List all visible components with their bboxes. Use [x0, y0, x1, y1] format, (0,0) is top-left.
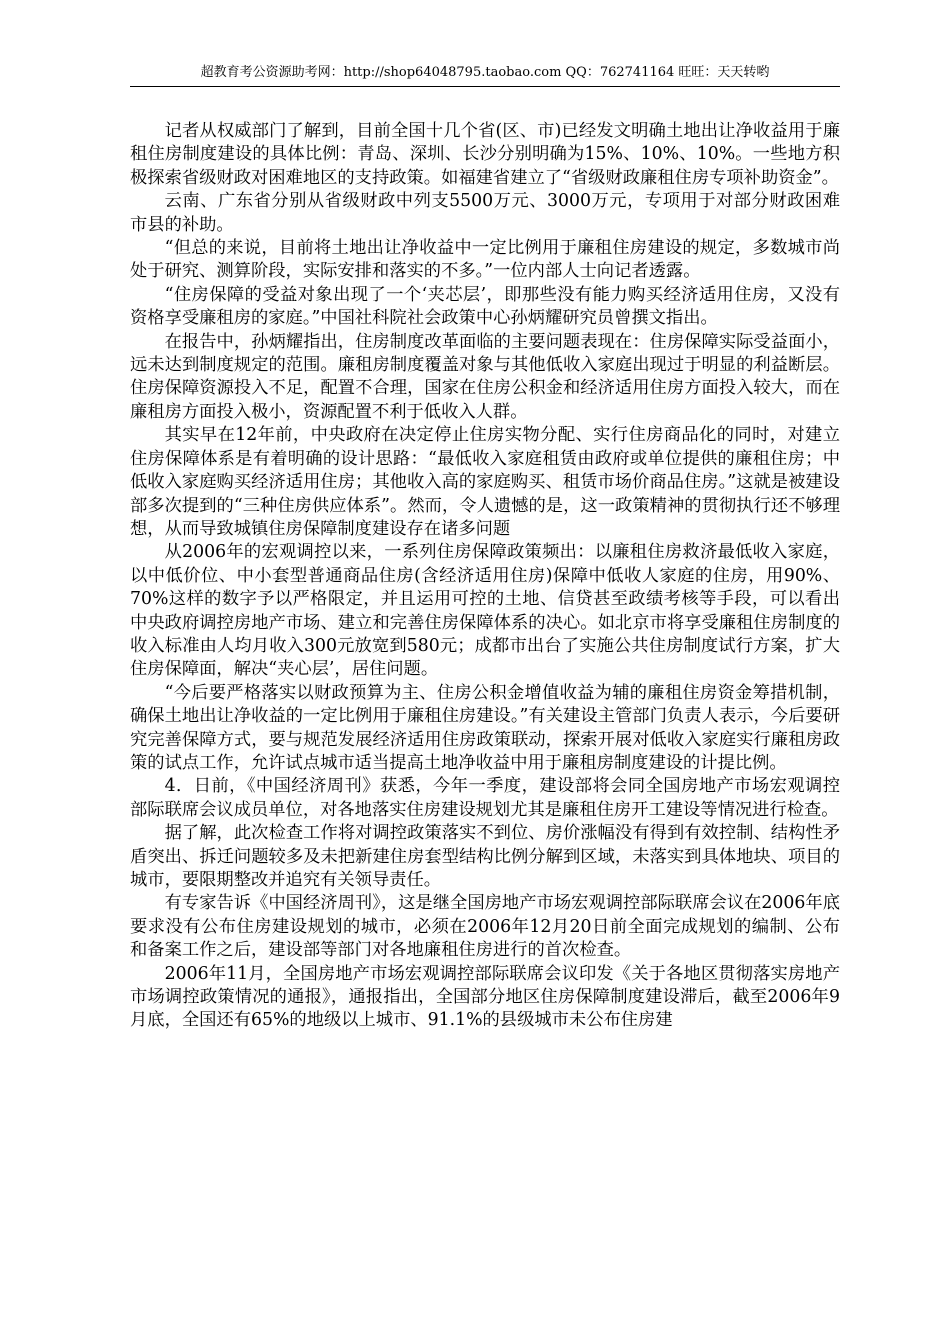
paragraph: 在报告中，孙炳耀指出，住房制度改革面临的主要问题表现在：住房保障实际受益面小，远未达到制度规定的范围。廉租房制度覆盖对象与其他低收入家庭出现过于明显的利益断层。住房保障资源投入不足，配置不合理，国家在住房公积金和经济适用住房方面投入较大，而在廉租房方面投入极小，资源配置不利于低收入人群。 — [130, 331, 840, 422]
page-header: 超教育考公资源助考网：http://shop64048795.taobao.com QQ：762741164 旺旺：天天转哟 — [130, 64, 840, 87]
paragraph: 2006年11月，全国房地产市场宏观调控部际联席会议印发《关于各地区贯彻落实房地产市场调控政策情况的通报》，通报指出，全国部分地区住房保障制度建设滞后，截至2006年9月底，全国还有65%的地级以上城市、91.1%的县级城市未公布住房建 — [130, 963, 840, 1031]
paragraph: “但总的来说，目前将土地出让净收益中一定比例用于廉租住房建设的规定，多数城市尚处于研究、测算阶段，实际安排和落实的不多。”一位内部人士向记者透露。 — [130, 238, 840, 282]
paragraph: 4．日前，《中国经济周刊》获悉，今年一季度，建设部将会同全国房地产市场宏观调控部际联席会议成员单位，对各地落实住房建设规划尤其是廉租住房开工建设等情况进行检查。 — [130, 776, 840, 820]
paragraph: 据了解，此次检查工作将对调控政策落实不到位、房价涨幅没有得到有效控制、结构性矛盾突出、拆迁问题较多及未把新建住房套型结构比例分解到区域，未落实到具体地块、项目的城市，要限期整改并追究有关领导责任。 — [130, 823, 840, 890]
paragraph: 有专家告诉《中国经济周刊》，这是继全国房地产市场宏观调控部际联席会议在2006年底要求没有公布住房建设规划的城市，必须在2006年12月20日前全面完成规划的编制、公布和备案工作之后，建设部等部门对各地廉租住房进行的首次检查。 — [130, 893, 840, 961]
document-body — [130, 120, 840, 1033]
paragraph: 从2006年的宏观调控以来，一系列住房保障政策频出：以廉租住房救济最低收入家庭，以中低价位、中小套型普通商品住房(含经济适用住房)保障中低收人家庭的住房，用90%、70%这样的数字予以严格限定，并且运用可控的土地、信贷甚至政绩考核等手段，可以看出中央政府调控房地产市场、建立和完善住房保障体系的决心。如北京市将享受廉租住房制度的收入标准由人均月收入300元放宽到580元；成都市出台了实施公共住房制度试行方案，扩大住房保障面，解决“夹心层’，居住问题。 — [130, 542, 840, 680]
paragraph: 云南、广东省分别从省级财政中列支5500万元、3000万元，专项用于对部分财政困难市县的补助。 — [130, 191, 840, 235]
paragraph: “今后要严格落实以财政预算为主、住房公积金增值收益为辅的廉租住房资金筹措机制，确保土地出让净收益的一定比例用于廉租住房建设。”有关建设主管部门负责人表示，今后要研究完善保障方式，要与规范发展经济适用住房政策联动，探索开展对低收入家庭实行廉租房政策的试点工作，允许试点城市适当提高土地净收益中用于廉租房制度建设的计提比例。 — [130, 682, 840, 773]
paragraph: 记者从权威部门了解到，目前全国十几个省(区、市)已经发文明确土地出让净收益用于廉租住房制度建设的具体比例：青岛、深圳、长沙分别明确为15%、10%、10%。一些地方积极探索省级财政对困难地区的支持政策。如福建省建立了“省级财政廉租住房专项补助资金”。 — [130, 121, 840, 188]
paragraph: 其实早在12年前，中央政府在决定停止住房实物分配、实行住房商品化的同时，对建立住房保障体系是有着明确的设计思路：“最低收入家庭租赁由政府或单位提供的廉租住房；中低收入家庭购买经济适用住房；其他收入高的家庭购买、租赁市场价商品住房。”这就是被建设部多次提到的“三种住房供应体系”。然而，令人遗憾的是，这一政策精神的贯彻执行还不够理想，从而导致城镇住房保障制度建设存在诸多问题 — [130, 425, 840, 539]
paragraph: “住房保障的受益对象出现了一个‘夹芯层’，即那些没有能力购买经济适用住房，又没有资格享受廉租房的家庭。”中国社科院社会政策中心孙炳耀研究员曾撰文指出。 — [130, 284, 840, 329]
